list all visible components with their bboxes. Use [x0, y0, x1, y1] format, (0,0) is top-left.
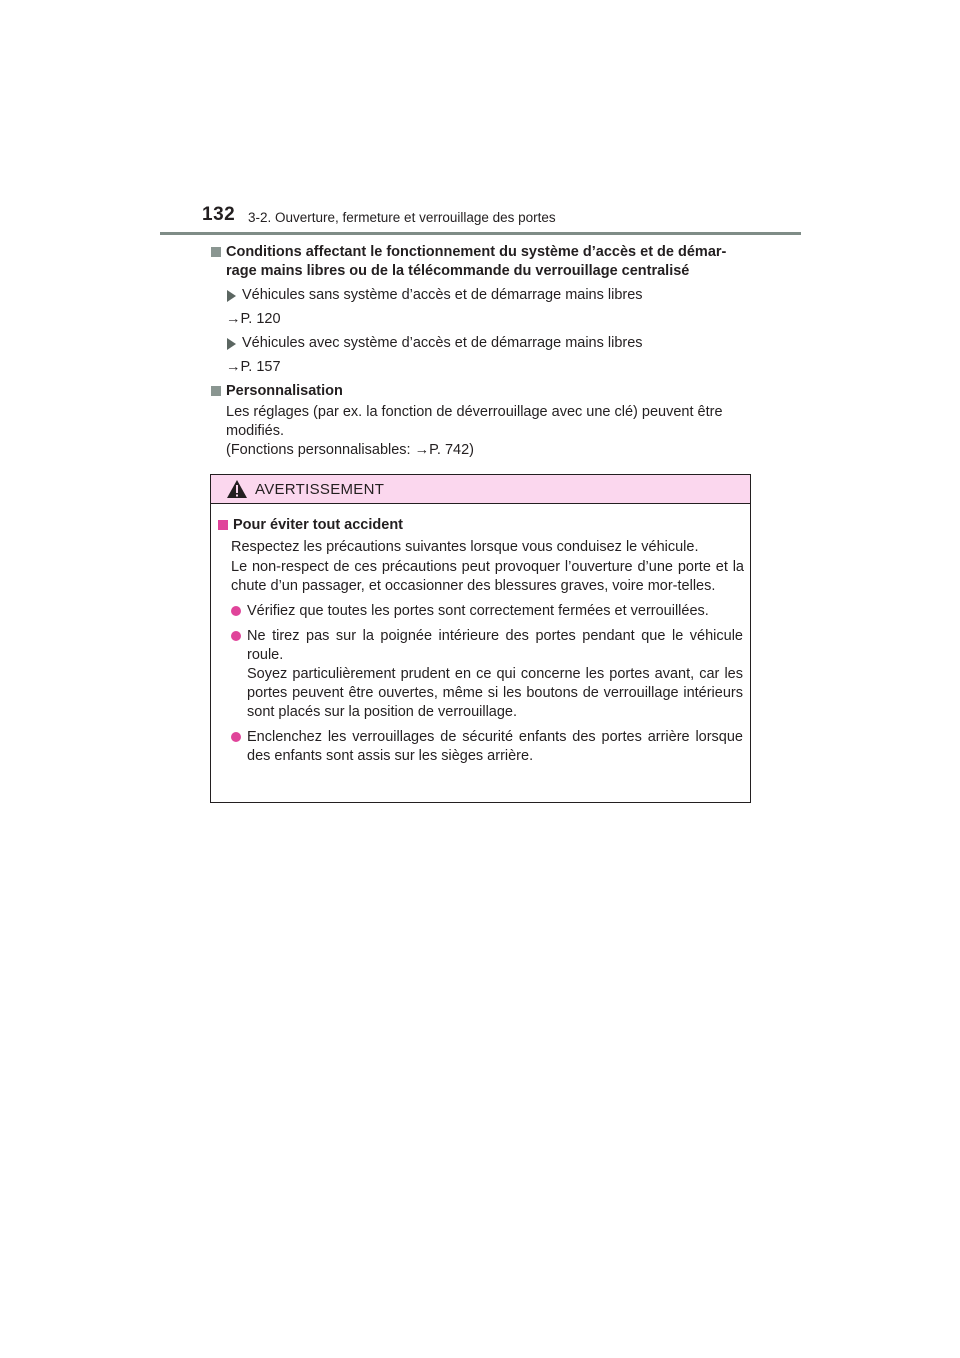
bullet-dot-icon	[231, 606, 241, 616]
personnalisation-text: Les réglages (par ex. la fonction de déverrouillage avec une clé) peuvent être modifiés.	[226, 404, 723, 439]
bullet-text: Vérifiez que toutes les portes sont correctement fermées et verrouillées.	[247, 603, 709, 619]
warning-box	[210, 474, 751, 803]
warning-heading-text: Pour éviter tout accident	[233, 517, 404, 533]
page-reference: →P. 157	[226, 359, 281, 375]
item-text: Véhicules sans système d’accès et de démarrage mains libres	[242, 287, 643, 303]
personnalisation-ref: (Fonctions personnalisables: →P. 742)	[226, 442, 474, 458]
warning-body	[211, 504, 750, 766]
personnalisation-heading	[210, 382, 755, 401]
warning-bullet	[217, 627, 744, 722]
bullet-text: Enclenchez les verrouillages de sécurité enfants des portes arrière lorsque des enfants sont assis sur les sièges arrière.	[247, 729, 743, 764]
page-reference: →P. 120	[226, 311, 281, 327]
conditions-heading-line2: rage mains libres ou de la télécommande du verrouillage centralisé	[226, 263, 690, 279]
list-item	[210, 286, 755, 305]
square-bullet-icon	[218, 520, 228, 530]
personnalisation-heading-text: Personnalisation	[226, 383, 343, 399]
main-content	[210, 240, 755, 460]
conditions-heading-line1: Conditions affectant le fonctionnement du système d’accès et de démar-	[226, 244, 727, 260]
bullet-extra-text: Soyez particulièrement prudent en ce qui concerne les portes avant, car les portes peuvent être ouvertes, même si les boutons de verrouillage intérieurs sont placés sur la position de verrouillage.	[247, 666, 743, 720]
warning-heading	[217, 516, 744, 535]
page-header	[202, 202, 802, 234]
bullet-dot-icon	[231, 631, 241, 641]
page-number: 132	[202, 204, 236, 225]
item-text: Véhicules avec système d’accès et de démarrage mains libres	[242, 335, 643, 351]
header-rule	[160, 232, 801, 235]
list-item	[210, 334, 755, 353]
square-bullet-icon	[211, 386, 221, 396]
warning-title: AVERTISSEMENT	[255, 481, 385, 498]
warning-triangle-icon	[226, 479, 248, 499]
warning-bullet	[217, 602, 744, 621]
warning-bullet	[217, 728, 744, 766]
conditions-heading	[210, 243, 755, 281]
square-bullet-icon	[211, 247, 221, 257]
bullet-text: Ne tirez pas sur la poignée intérieure des portes pendant que le véhicule roule.	[247, 628, 743, 663]
section-title: 3-2. Ouverture, fermeture et verrouillage des portes	[248, 210, 556, 225]
bullet-dot-icon	[231, 732, 241, 742]
warning-intro-line1: Respectez les précautions suivantes lorsque vous conduisez le véhicule.	[231, 539, 699, 555]
arrow-right-icon	[227, 290, 236, 302]
warning-header	[211, 475, 750, 504]
arrow-right-icon	[227, 338, 236, 350]
warning-intro-line2: Le non-respect de ces précautions peut provoquer l’ouverture d’une porte et la chute d’un passager, et occasionner des blessures graves, voire mor-telles.	[231, 559, 744, 594]
